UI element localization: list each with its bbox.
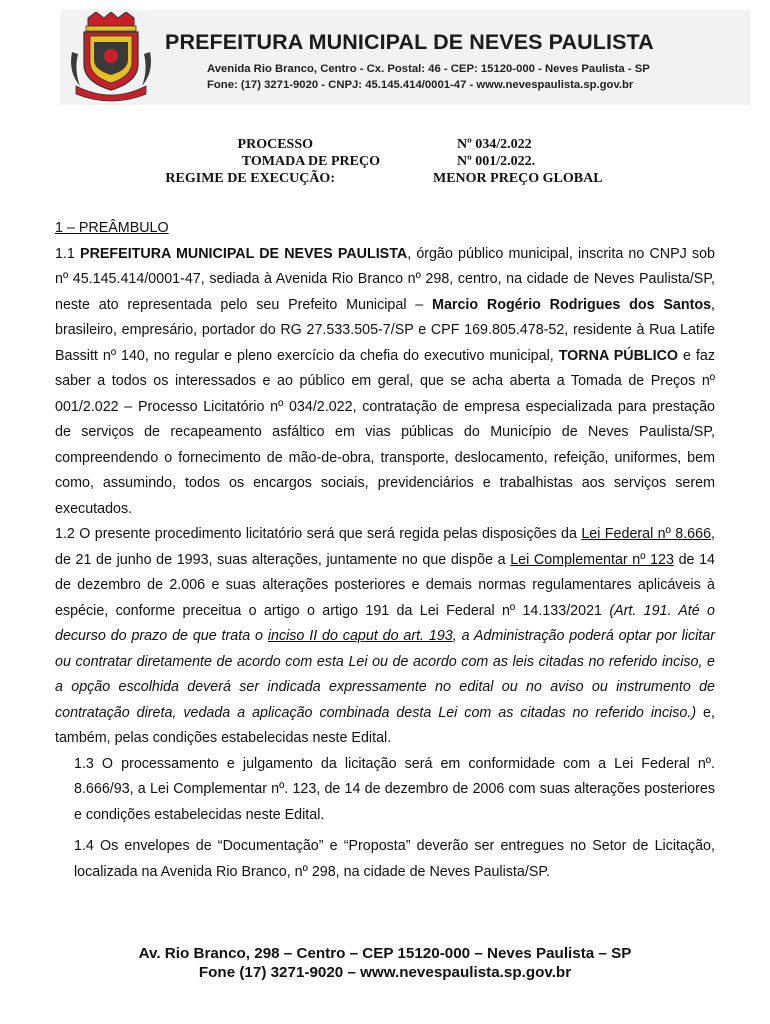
footer-address: Av. Rio Branco, 298 – Centro – CEP 15120-000 – Neves Paulista – SP <box>138 945 632 962</box>
organization-contact: Fone: (17) 3271-9020 - CNPJ: 45.145.414/0001-47 - www.nevespaulista.sp.gov.br <box>207 79 634 91</box>
regime-execucao-label: REGIME DE EXECUÇÃO: <box>165 171 335 186</box>
municipal-coat-of-arms-icon <box>66 12 156 107</box>
paragraph-1-2 <box>55 522 715 752</box>
p12-quote-start: (Art. 191. Até o decurso do prazo de que trata o <box>55 602 715 644</box>
p12-law-8666: Lei Federal nº 8.666 <box>581 526 712 542</box>
p12-text-a: 1.2 O presente procedimento licitatório será que será regida pelas disposições da <box>55 526 582 542</box>
organization-name: PREFEITURA MUNICIPAL DE NEVES PAULISTA <box>165 30 654 54</box>
organization-address: Avenida Rio Branco, Centro - Cx. Postal: 46 - CEP: 15120-000 - Neves Paulista - SP <box>207 63 650 75</box>
tomada-de-preco-number: Nº 001/2.022. <box>457 154 536 169</box>
p12-text-i: e, também, pelas condições estabelecidas neste Edital. <box>55 704 715 746</box>
section-title: 1 – PREÂMBULO <box>55 220 169 236</box>
document-body <box>55 216 715 885</box>
p12-text-c: , de 21 de junho de 1993, suas alterações, juntamente no que dispõe a <box>55 526 715 568</box>
p12-quote-end: , a Administração poderá optar por licitar ou contratar diretamente de acordo com esta Lei ou de acordo com as leis citadas no referido inciso, e a opção escolhida deverá ser indicada expressamente no edital ou no aviso ou instrumento de contratação direta, vedada a aplicação combinada desta Lei com as citadas no referido inciso.) <box>55 628 715 721</box>
p11-text-a: 1.1 <box>55 245 81 262</box>
process-number: Nº 034/2.022 <box>457 137 532 152</box>
paragraph-1-4: 1.4 Os envelopes de “Documentação” e “Proposta” deverão ser entregues no Setor de Licitação, localizada na Avenida Rio Branco, nº 298, na cidade de Neves Paulista/SP. <box>74 838 715 880</box>
p12-text-e: de 14 de dezembro de 2.006 e suas alterações posteriores e demais normas regulamentares aplicáveis à espécie, conforme preceitua o artigo o artigo 191 da Lei Federal nº 14.133/2021 <box>55 551 716 619</box>
p12-lc-123: Lei Complementar nº 123 <box>510 551 674 568</box>
p11-mayor-name: Marcio Rogério Rodrigues dos Santos <box>432 296 712 313</box>
regime-execucao-value: MENOR PREÇO GLOBAL <box>433 171 603 186</box>
p11-text-g: e faz saber a todos os interessados e ao público em geral, que se acha aberta a Tomada de Preços nº 001/2.022 – Processo Licitatório nº 034/2.022, contratação de empresa especializada para prestação de serviços de recapeamento asfáltico em vias públicas do Município de Neves Paulista/SP, compreendendo o fornecimento de mão-de-obra, transporte, deslocamento, refeição, uniformes, bem como, assumindo, todos os encargos sociais, previdenciários e trabalhistas aos serviços serem executados. <box>55 347 715 517</box>
p11-text-e: , brasileiro, empresário, portador do RG 27.533.505-7/SP e CPF 169.805.478-52, residente à Rua Latife Bassitt nº 140, no regular e pleno exercício da chefia do executivo municipal, <box>55 296 715 364</box>
process-label: PROCESSO <box>237 137 313 152</box>
p12-inciso-ref: inciso II do caput do art. 193 <box>267 628 453 644</box>
footer-contact: Fone (17) 3271-9020 – www.nevespaulista.sp.gov.br <box>198 964 572 981</box>
p11-text-c: , órgão público municipal, inscrita no CNPJ sob nº 45.145.414/0001-47, sediada à Avenida Rio Branco nº 298, centro, na cidade de Neves Paulista/SP, neste ato representada pelo seu Prefeito Municipal – <box>55 245 715 313</box>
paragraph-1-1 <box>55 242 715 523</box>
p11-org-name: PREFEITURA MUNICIPAL DE NEVES PAULISTA <box>80 245 408 262</box>
p11-torna-publico: TORNA PÚBLICO <box>558 347 679 364</box>
paragraph-1-3: 1.3 O processamento e julgamento da licitação será em conformidade com a Lei Federal nº. 8.666/93, a Lei Complementar nº. 123, de 14 de dezembro de 2006 com suas alterações posteriores e condições estabelecidas neste Edital. <box>74 755 715 823</box>
tomada-de-preco-label: TOMADA DE PREÇO <box>241 154 380 169</box>
